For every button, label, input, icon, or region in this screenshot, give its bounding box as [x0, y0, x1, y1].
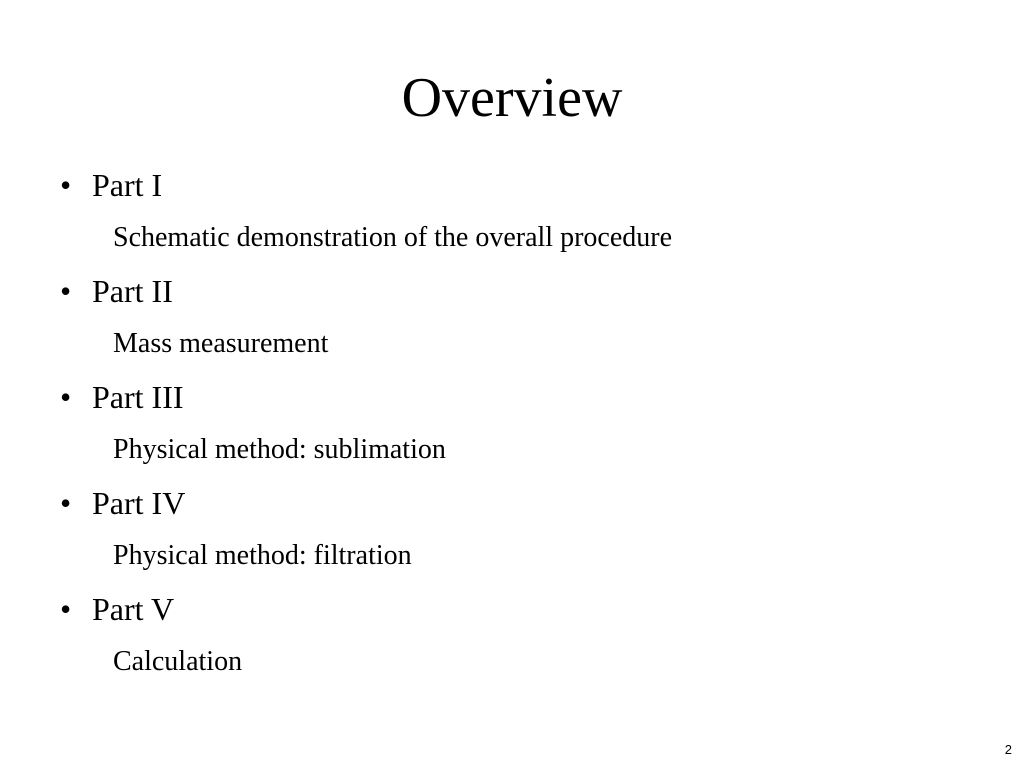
item-label: Part I	[92, 167, 163, 203]
item-description: Physical method: sublimation	[113, 434, 446, 465]
item-description: Schematic demonstration of the overall procedure	[113, 222, 673, 253]
page-number: 2	[1004, 742, 1012, 757]
item-label: Part III	[92, 379, 184, 415]
item-label: Part II	[92, 273, 173, 309]
list-item-part-1	[60, 164, 980, 270]
bullet-icon: •	[60, 591, 72, 627]
slide-title: Overview	[401, 67, 623, 129]
list-item-part-5	[60, 588, 980, 694]
item-description: Calculation	[113, 646, 243, 677]
overview-list	[60, 164, 980, 694]
bullet-icon: •	[60, 167, 72, 203]
list-item-part-4	[60, 482, 980, 588]
bullet-icon: •	[60, 273, 72, 309]
item-description: Mass measurement	[113, 328, 329, 359]
item-label: Part IV	[92, 485, 186, 521]
bullet-icon: •	[60, 379, 72, 415]
list-item-part-3	[60, 376, 980, 482]
bullet-icon: •	[60, 485, 72, 521]
item-label: Part V	[92, 591, 175, 627]
item-description: Physical method: filtration	[113, 540, 412, 571]
list-item-part-2	[60, 270, 980, 376]
